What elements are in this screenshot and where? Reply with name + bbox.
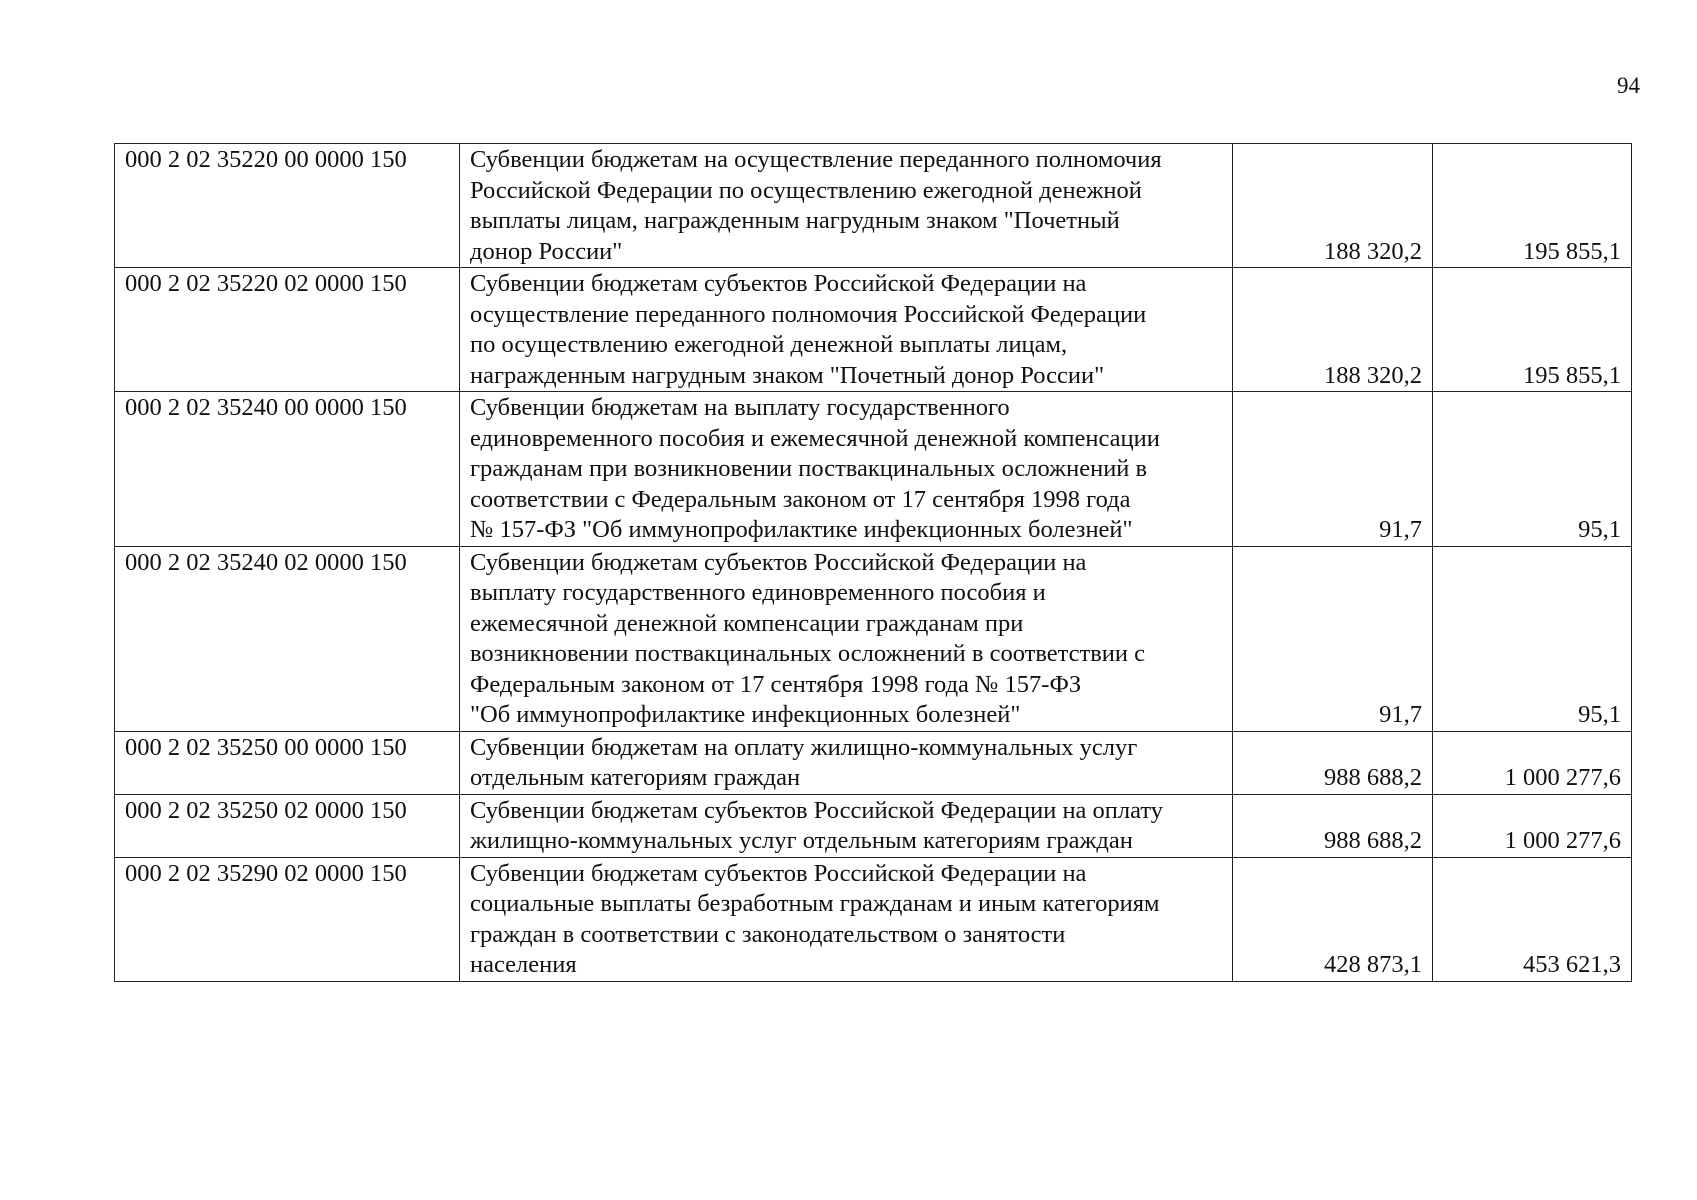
table-row — [115, 794, 1632, 857]
amount-year-2: 95,1 — [1433, 392, 1632, 547]
revenue-description: Субвенции бюджетам на выплату государственного единовременного пособия и ежемесячной денежной компенсации гражданам при возникновении поствакцинальных осложнений в соответствии с Федеральным законом от 17 сентября 1998 года № 157-ФЗ "Об иммунопрофилактике инфекционных болезней" — [460, 392, 1233, 547]
amount-year-2: 95,1 — [1433, 546, 1632, 731]
revenue-description: Субвенции бюджетам субъектов Российской Федерации на социальные выплаты безработным гражданам и иным категориям граждан в соответствии с законодательством о занятости населения — [460, 857, 1233, 981]
revenue-description: Субвенции бюджетам на оплату жилищно-коммунальных услуг отдельным категориям граждан — [460, 731, 1233, 794]
budget-table — [114, 143, 1632, 982]
amount-year-1: 188 320,2 — [1233, 144, 1433, 268]
table-row — [115, 546, 1632, 731]
classification-code: 000 2 02 35240 02 0000 150 — [115, 546, 460, 731]
amount-year-2: 1 000 277,6 — [1433, 794, 1632, 857]
classification-code: 000 2 02 35220 02 0000 150 — [115, 268, 460, 392]
amount-year-1: 428 873,1 — [1233, 857, 1433, 981]
revenue-description: Субвенции бюджетам на осуществление переданного полномочия Российской Федерации по осуществлению ежегодной денежной выплаты лицам, награжденным нагрудным знаком "Почетный донор России" — [460, 144, 1233, 268]
amount-year-1: 988 688,2 — [1233, 731, 1433, 794]
classification-code: 000 2 02 35240 00 0000 150 — [115, 392, 460, 547]
amount-year-1: 91,7 — [1233, 546, 1433, 731]
amount-year-2: 1 000 277,6 — [1433, 731, 1632, 794]
revenue-description: Субвенции бюджетам субъектов Российской Федерации на оплату жилищно-коммунальных услуг отдельным категориям граждан — [460, 794, 1233, 857]
classification-code: 000 2 02 35290 02 0000 150 — [115, 857, 460, 981]
table-row — [115, 144, 1632, 268]
revenue-description: Субвенции бюджетам субъектов Российской Федерации на выплату государственного единовременного пособия и ежемесячной денежной компенсации гражданам при возникновении поствакцинальных осложнений в соответствии с Федеральным законом от 17 сентября 1998 года № 157-ФЗ "Об иммунопрофилактике инфекционных болезней" — [460, 546, 1233, 731]
amount-year-1: 988 688,2 — [1233, 794, 1433, 857]
classification-code: 000 2 02 35220 00 0000 150 — [115, 144, 460, 268]
amount-year-2: 453 621,3 — [1433, 857, 1632, 981]
classification-code: 000 2 02 35250 02 0000 150 — [115, 794, 460, 857]
table-row — [115, 268, 1632, 392]
classification-code: 000 2 02 35250 00 0000 150 — [115, 731, 460, 794]
amount-year-1: 188 320,2 — [1233, 268, 1433, 392]
amount-year-1: 91,7 — [1233, 392, 1433, 547]
page-number: 94 — [1617, 73, 1640, 98]
amount-year-2: 195 855,1 — [1433, 268, 1632, 392]
revenue-description: Субвенции бюджетам субъектов Российской Федерации на осуществление переданного полномочия Российской Федерации по осуществлению ежегодной денежной выплаты лицам, награжденным нагрудным знаком "Почетный донор России" — [460, 268, 1233, 392]
table-row — [115, 731, 1632, 794]
table-row — [115, 392, 1632, 547]
table-row — [115, 857, 1632, 981]
amount-year-2: 195 855,1 — [1433, 144, 1632, 268]
